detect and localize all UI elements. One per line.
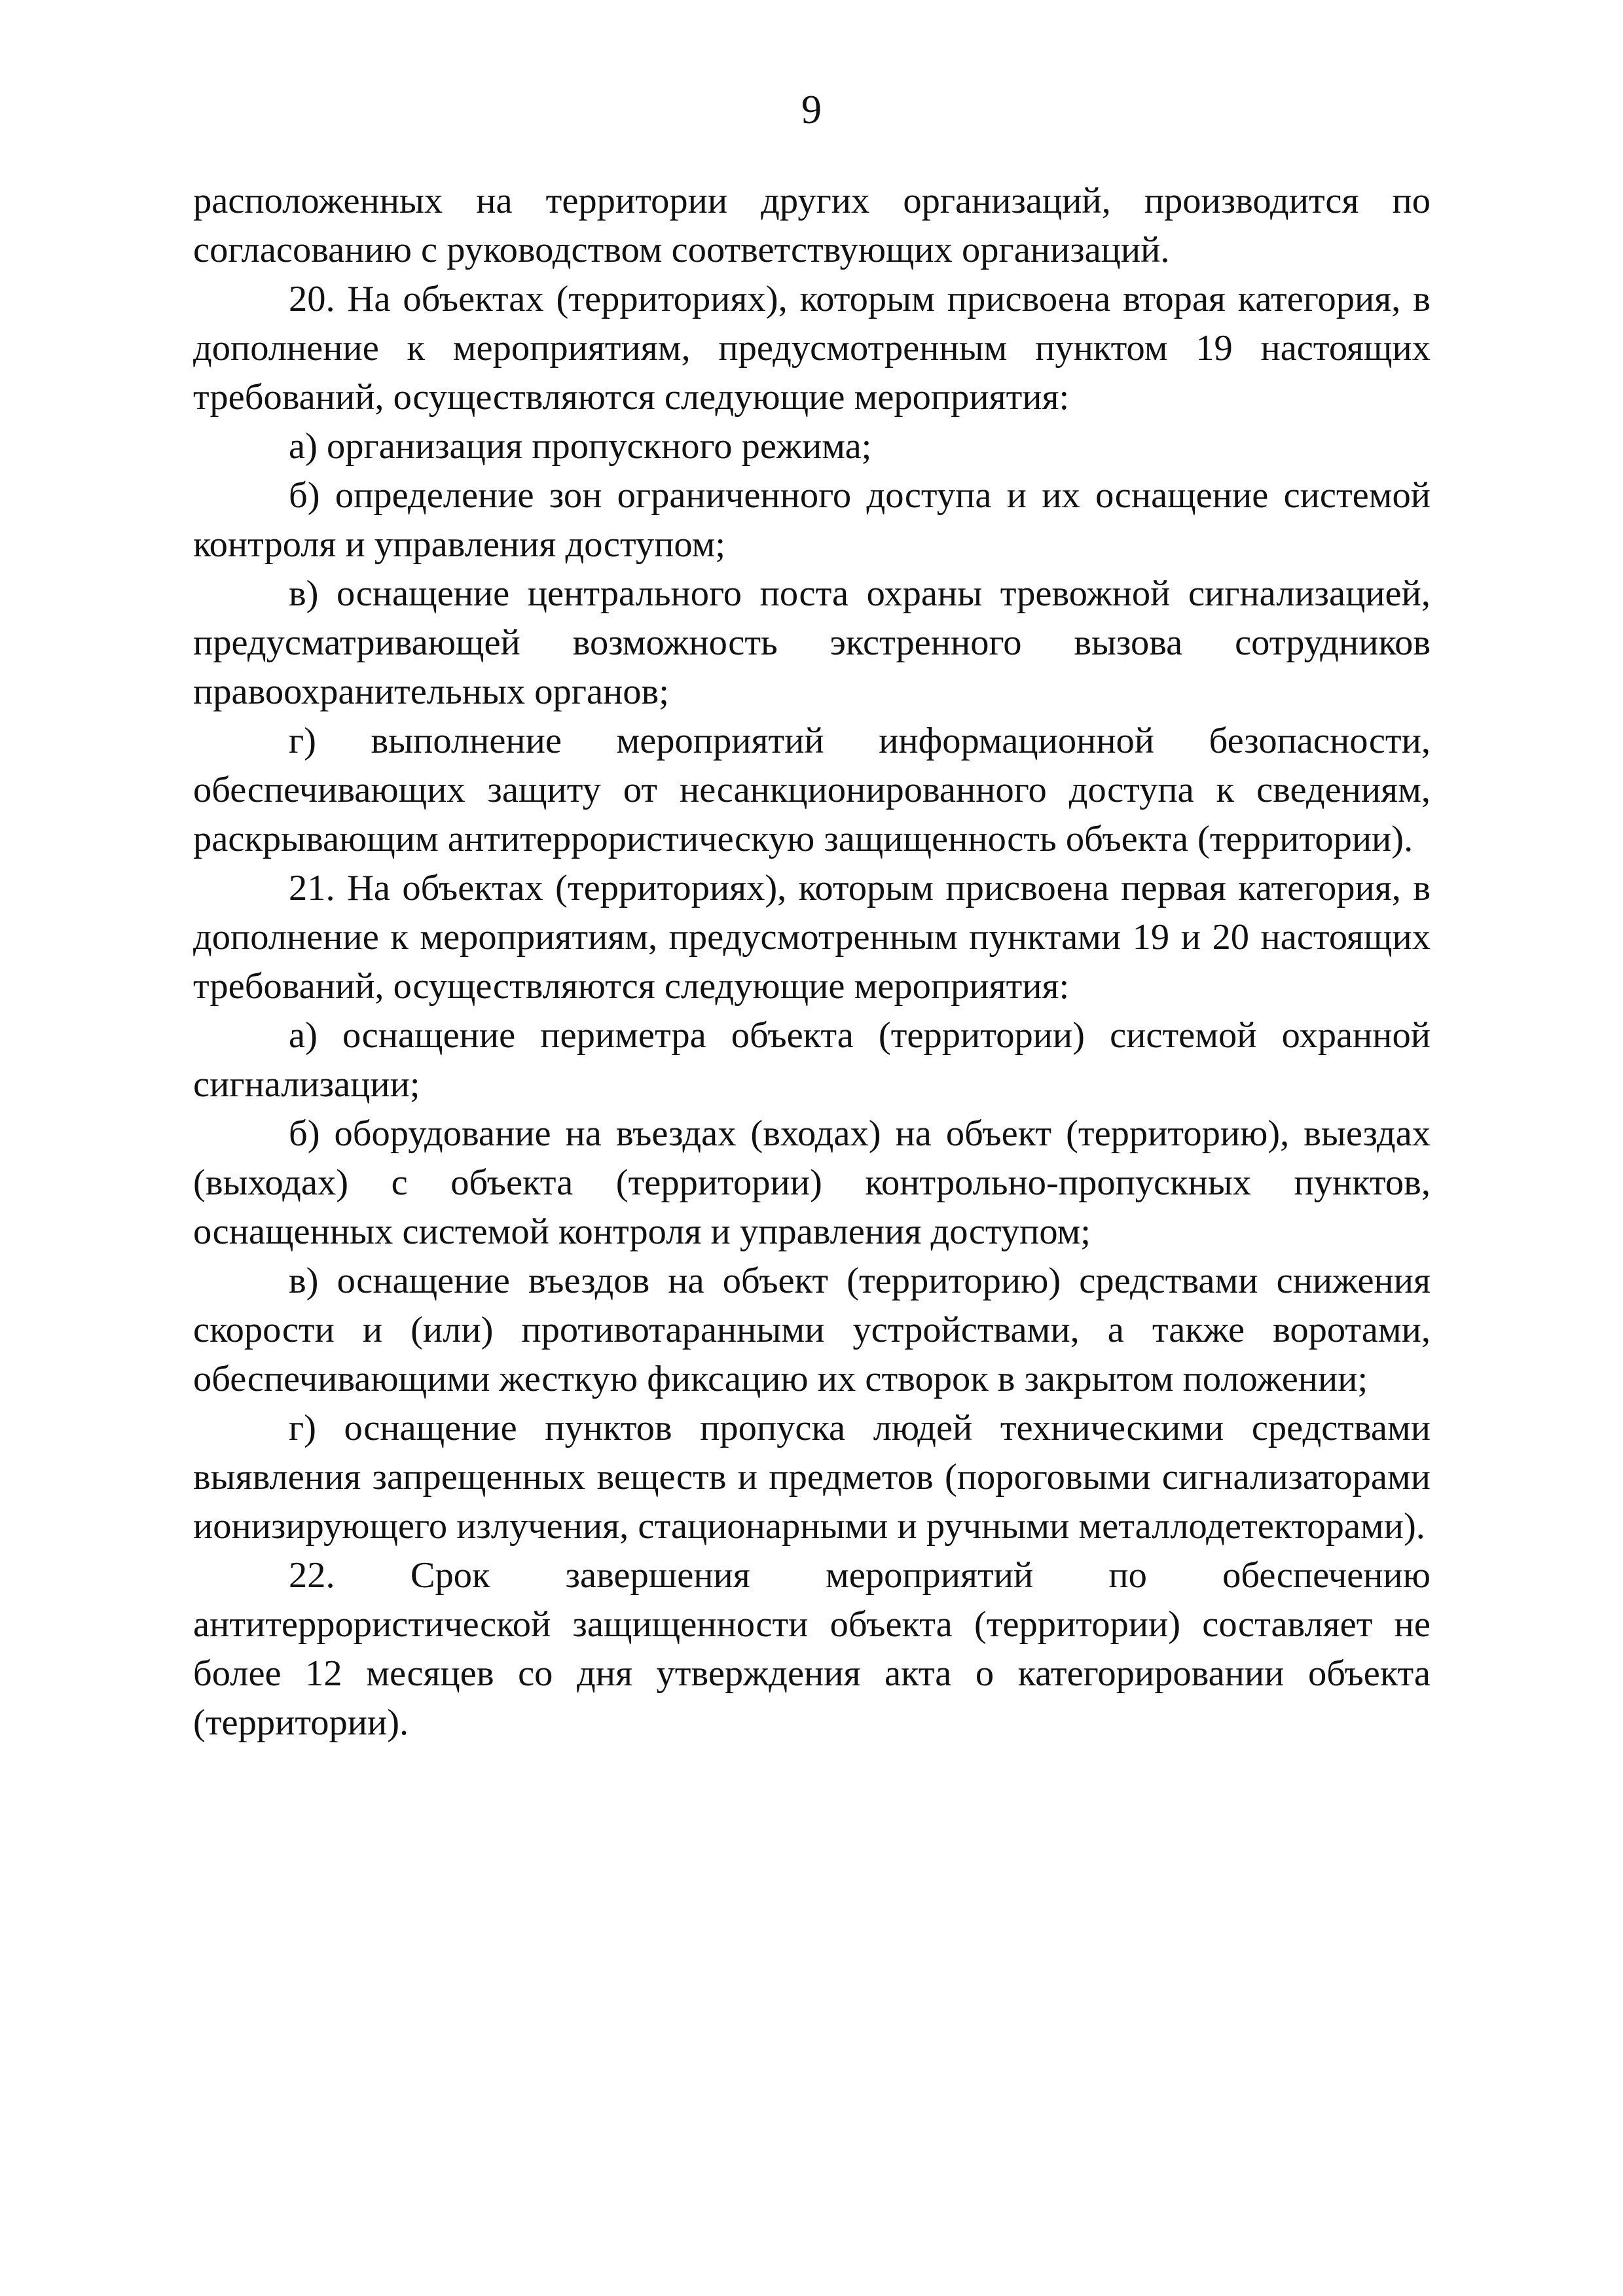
- paragraph-item-21g: г) оснащение пунктов пропуска людей техническими средствами выявления запрещенных веществ и предметов (пороговыми сигнализаторами ионизирующего излучения, стационарными и ручными металлодетекторами).: [193, 1408, 1431, 1547]
- paragraph-item-20: 20. На объектах (территориях), которым присвоена вторая категория, в дополнение к мероприятиям, предусмотренным пунктом 19 настоящих требований, осуществляются следующие мероприятия:: [193, 279, 1431, 418]
- paragraph-item-22: 22. Срок завершения мероприятий по обеспечению антитеррористической защищенности объекта (территории) составляет не более 12 месяцев со дня утверждения акта о категорировании объекта (территории).: [193, 1555, 1431, 1743]
- paragraph-item-20a: а) организация пропускного режима;: [289, 426, 872, 467]
- page-number: 9: [801, 88, 822, 132]
- document-body: [193, 177, 1431, 1748]
- paragraph-item-21: 21. На объектах (территориях), которым присвоена первая категория, в дополнение к мероприятиям, предусмотренным пунктами 19 и 20 настоящих требований, осуществляются следующие мероприятия:: [193, 868, 1431, 1007]
- paragraph-item-20b: б) определение зон ограниченного доступа и их оснащение системой контроля и управления доступом;: [193, 475, 1431, 565]
- paragraph-item-21a: а) оснащение периметра объекта (территории) системой охранной сигнализации;: [193, 1015, 1431, 1105]
- paragraph-item-20v: в) оснащение центрального поста охраны тревожной сигнализацией, предусматривающей возможность экстренного вызова сотрудников правоохранительных органов;: [193, 573, 1431, 712]
- paragraph-item-21v: в) оснащение въездов на объект (территорию) средствами снижения скорости и (или) противотаранными устройствами, а также воротами, обеспечивающими жесткую фиксацию их створок в закрытом положении;: [193, 1261, 1431, 1399]
- paragraph-item-21b: б) оборудование на въездах (входах) на объект (территорию), выездах (выходах) с объекта (территории) контрольно-пропускных пунктов, оснащенных системой контроля и управления доступом;: [193, 1113, 1431, 1252]
- paragraph-item-20g: г) выполнение мероприятий информационной безопасности, обеспечивающих защиту от несанкционированного доступа к сведениям, раскрывающим антитеррористическую защищенность объекта (территории).: [193, 721, 1431, 859]
- paragraph-continuation: расположенных на территории других организаций, производится по согласованию с руководством соответствующих организаций.: [193, 181, 1431, 270]
